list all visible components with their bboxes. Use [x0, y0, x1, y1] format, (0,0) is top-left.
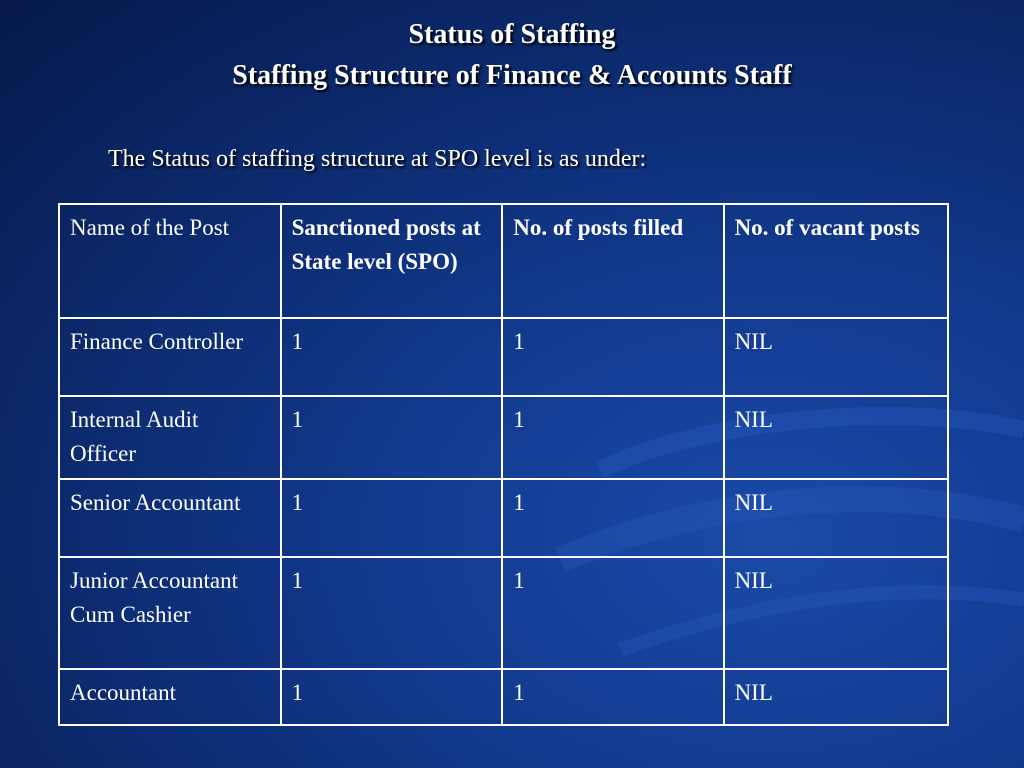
post-name-cell: Finance Controller — [59, 318, 281, 396]
filled-cell: 1 — [502, 479, 723, 557]
sanctioned-cell: 1 — [281, 318, 503, 396]
sanctioned-cell: 1 — [281, 669, 503, 725]
post-name-cell: Senior Accountant — [59, 479, 281, 557]
vacant-cell: NIL — [724, 318, 948, 396]
filled-cell: 1 — [502, 669, 723, 725]
post-name-cell: Junior Accountant Cum Cashier — [59, 557, 281, 669]
table-row — [59, 557, 948, 669]
table-row — [59, 669, 948, 725]
table-row — [59, 318, 948, 396]
header-vacant-posts: No. of vacant posts — [724, 204, 948, 318]
vacant-cell: NIL — [724, 669, 948, 725]
sanctioned-cell: 1 — [281, 557, 503, 669]
filled-cell: 1 — [502, 557, 723, 669]
header-posts-filled: No. of posts filled — [502, 204, 723, 318]
filled-cell: 1 — [502, 396, 723, 479]
staffing-table — [58, 203, 949, 726]
table-row — [59, 396, 948, 479]
post-name-cell: Internal Audit Officer — [59, 396, 281, 479]
header-sanctioned-posts: Sanctioned posts at State level (SPO) — [281, 204, 503, 318]
slide-title: Status of Staffing — [408, 19, 616, 50]
table-header-row — [59, 204, 948, 318]
vacant-cell: NIL — [724, 557, 948, 669]
intro-text: The Status of staffing structure at SPO level is as under: — [108, 146, 647, 172]
vacant-cell: NIL — [724, 396, 948, 479]
filled-cell: 1 — [502, 318, 723, 396]
header-name-of-post: Name of the Post — [59, 204, 281, 318]
vacant-cell: NIL — [724, 479, 948, 557]
table-row — [59, 479, 948, 557]
slide-subtitle-heading: Staffing Structure of Finance & Accounts Staff — [232, 60, 792, 91]
sanctioned-cell: 1 — [281, 479, 503, 557]
post-name-cell: Accountant — [59, 669, 281, 725]
sanctioned-cell: 1 — [281, 396, 503, 479]
